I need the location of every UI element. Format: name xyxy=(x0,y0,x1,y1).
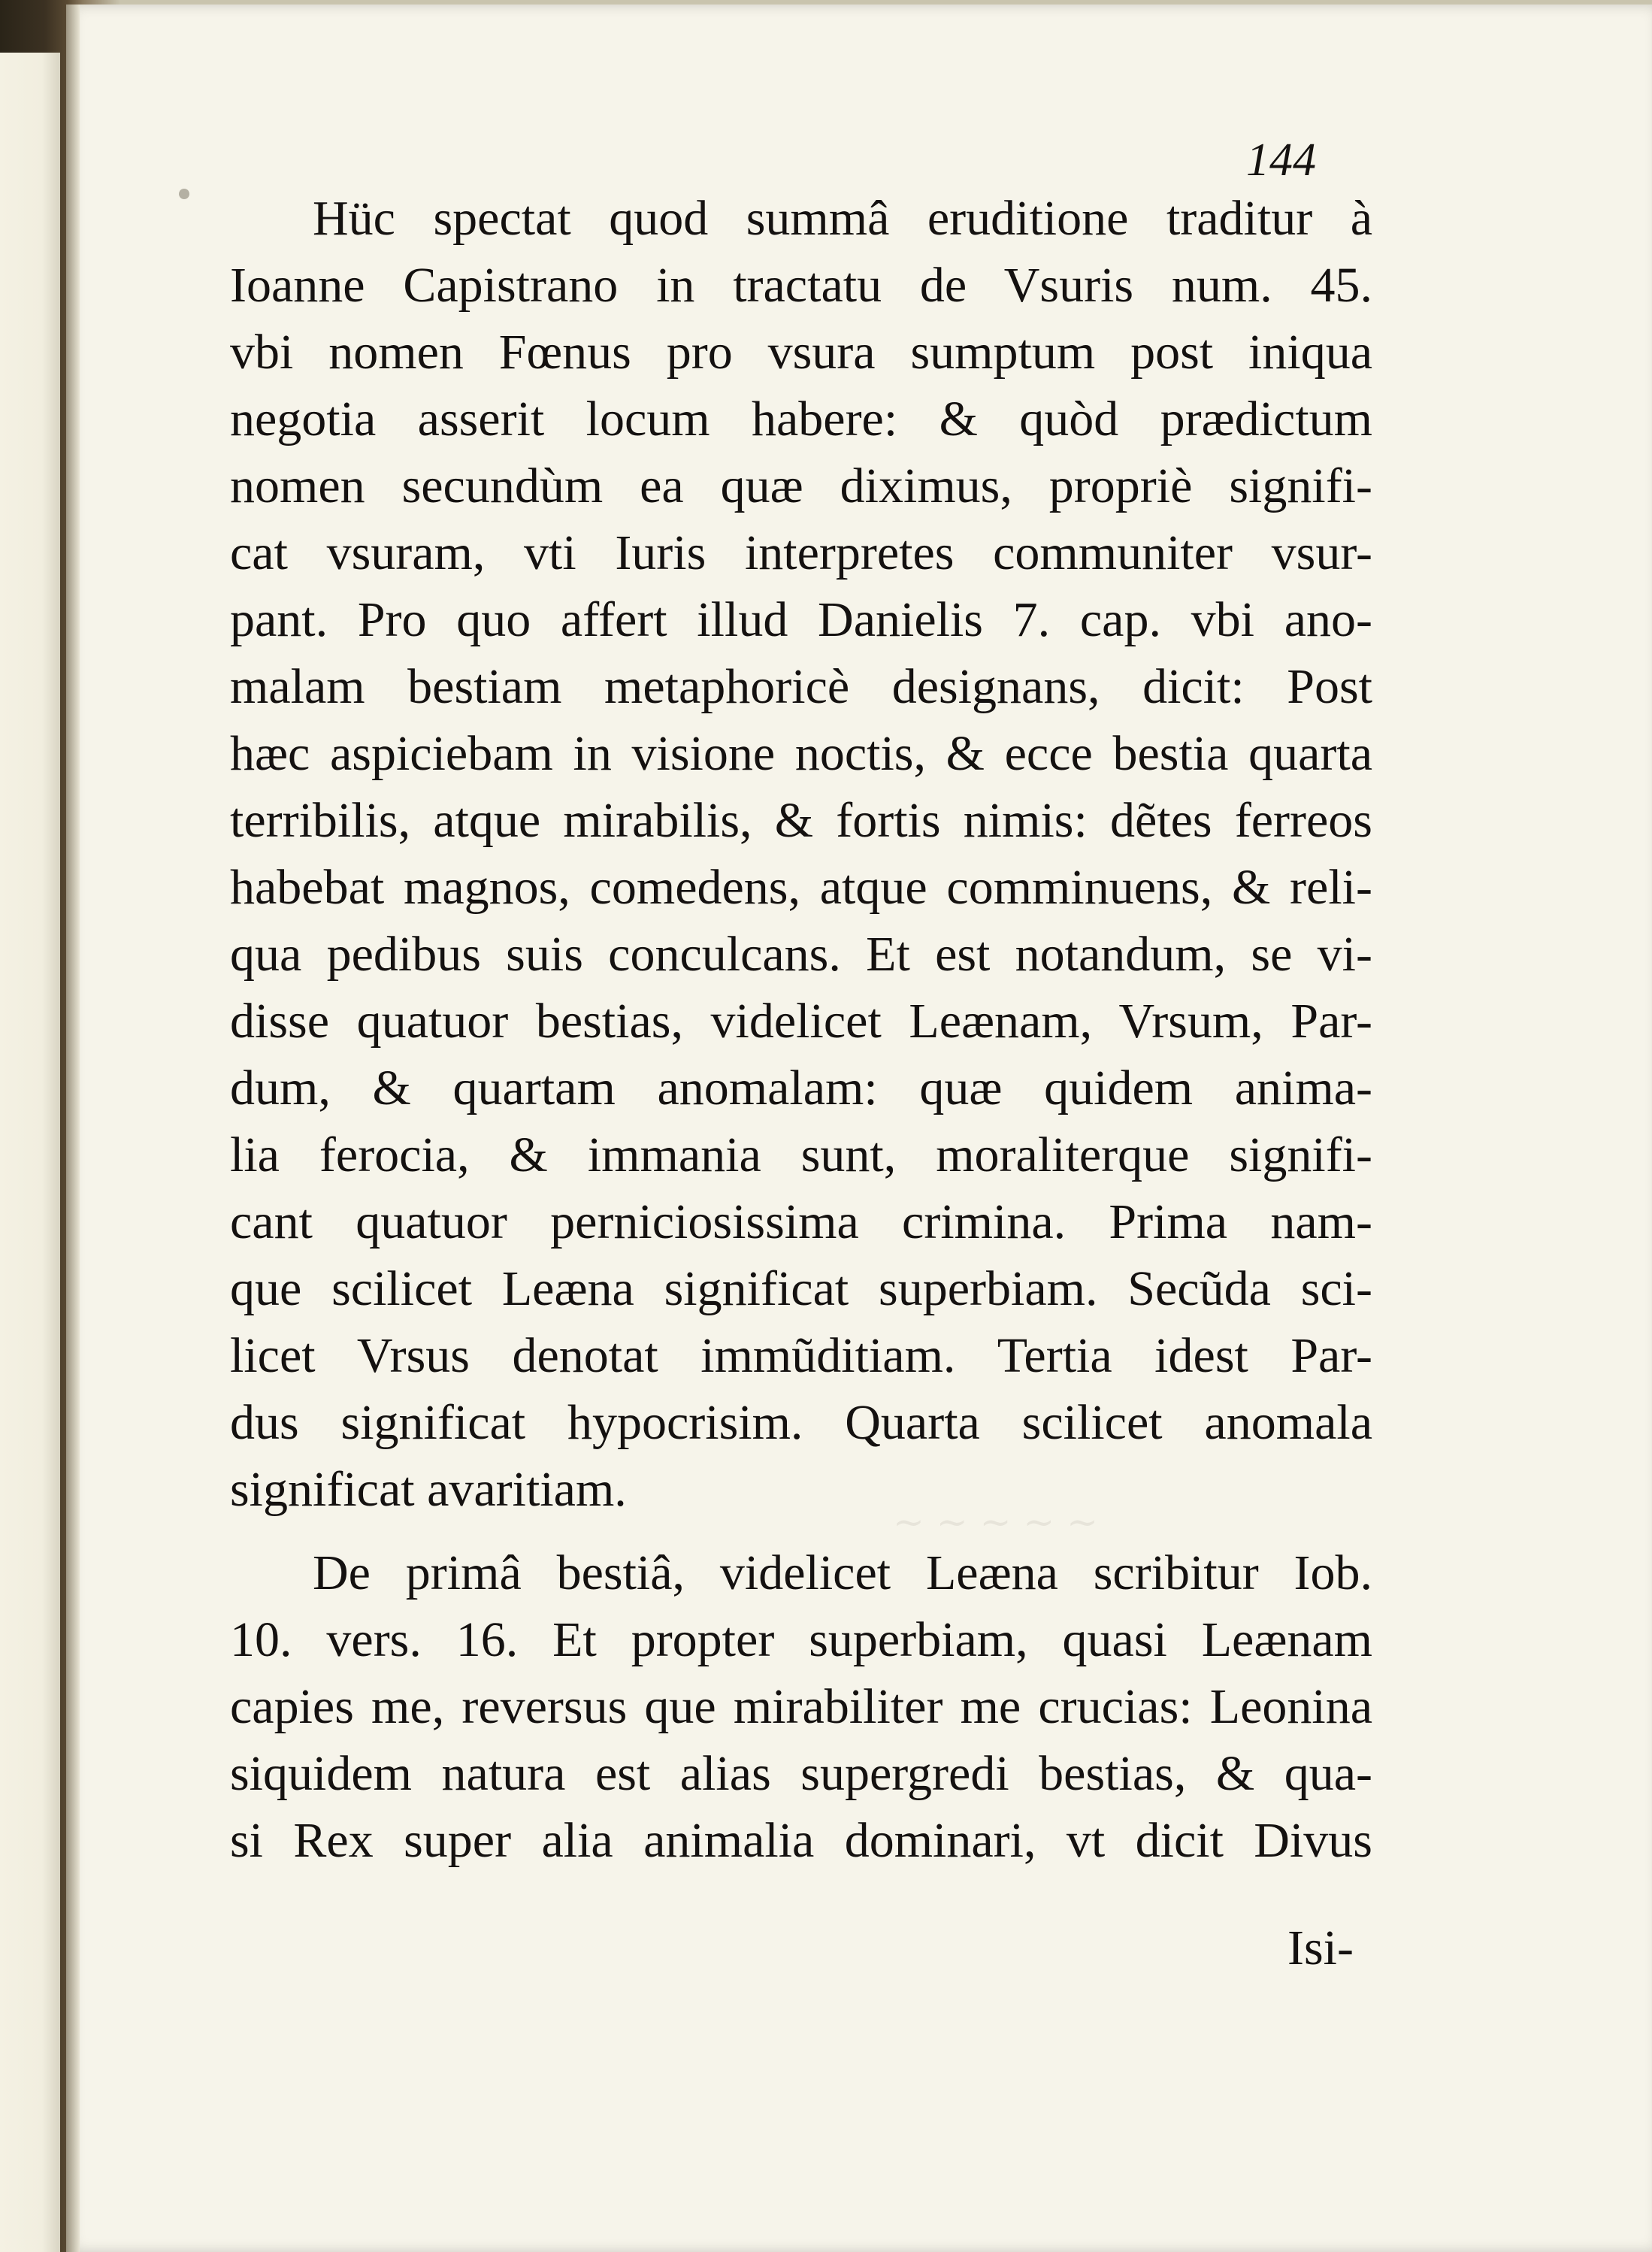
text-block xyxy=(230,185,1372,1874)
page-number: 144 xyxy=(1246,135,1316,186)
text-line: dum, & quartam anomalam: quæ quidem anima- xyxy=(230,1061,1372,1115)
text-line: terribilis, atque mirabilis, & fortis nimis: dẽtes ferreos xyxy=(230,793,1372,848)
text-line: habebat magnos, comedens, atque comminuens, & reli- xyxy=(230,860,1372,915)
text-line: que scilicet Leæna significat superbiam. Secũda sci- xyxy=(230,1261,1372,1316)
ink-spot xyxy=(179,189,189,199)
text-line: negotia asserit locum habere: & quòd prædictum xyxy=(230,392,1372,446)
book-page xyxy=(66,5,1652,2252)
text-line: cat vsuram, vti Iuris interpretes communiter vsur- xyxy=(230,525,1372,580)
catchword: Isi- xyxy=(1287,1921,1354,1975)
text-line: malam bestiam metaphoricè designans, dicit: Post xyxy=(230,659,1372,714)
text-line: Hüc spectat quod summâ eruditione traditur à xyxy=(313,191,1372,246)
text-line: qua pedibus suis conculcans. Et est notandum, se vi- xyxy=(230,927,1372,982)
text-line: lia ferocia, & immania sunt, moraliterque signifi- xyxy=(230,1128,1372,1182)
text-line: hæc aspiciebam in visione noctis, & ecce bestia quarta xyxy=(230,726,1372,781)
text-line: significat avaritiam. xyxy=(230,1462,627,1517)
text-line: siquidem natura est alias supergredi bestias, & qua- xyxy=(230,1746,1372,1801)
text-line: vbi nomen Fœnus pro vsura sumptum post iniqua xyxy=(230,325,1372,380)
previous-page-edge xyxy=(0,53,60,2252)
text-line: capies me, reversus que mirabiliter me crucias: Leonina xyxy=(230,1679,1372,1734)
text-line: pant. Pro quo affert illud Danielis 7. cap. vbi ano- xyxy=(230,592,1372,647)
text-line: De primâ bestiâ, videlicet Leæna scribitur Iob. xyxy=(313,1545,1372,1600)
text-line: Ioanne Capistrano in tractatu de Vsuris num. 45. xyxy=(230,258,1372,313)
show-through-text: ~ ~ ~ ~ ~ xyxy=(893,1500,1099,1544)
text-line: cant quatuor perniciosissima crimina. Prima nam- xyxy=(230,1194,1372,1249)
text-line: licet Vrsus denotat immũditiam. Tertia idest Par- xyxy=(230,1328,1372,1383)
text-line: nomen secundùm ea quæ diximus, propriè signifi- xyxy=(230,459,1372,513)
text-line: si Rex super alia animalia dominari, vt dicit Divus xyxy=(230,1813,1372,1868)
text-line: dus significat hypocrisim. Quarta scilicet anomala xyxy=(230,1395,1372,1450)
paragraph-1 xyxy=(230,185,1372,1523)
paragraph-gap xyxy=(230,1523,1372,1539)
text-line: disse quatuor bestias, videlicet Leænam, Vrsum, Par- xyxy=(230,994,1372,1049)
paragraph-2 xyxy=(230,1539,1372,1874)
text-line: 10. vers. 16. Et propter superbiam, quasi Leænam xyxy=(230,1612,1372,1667)
